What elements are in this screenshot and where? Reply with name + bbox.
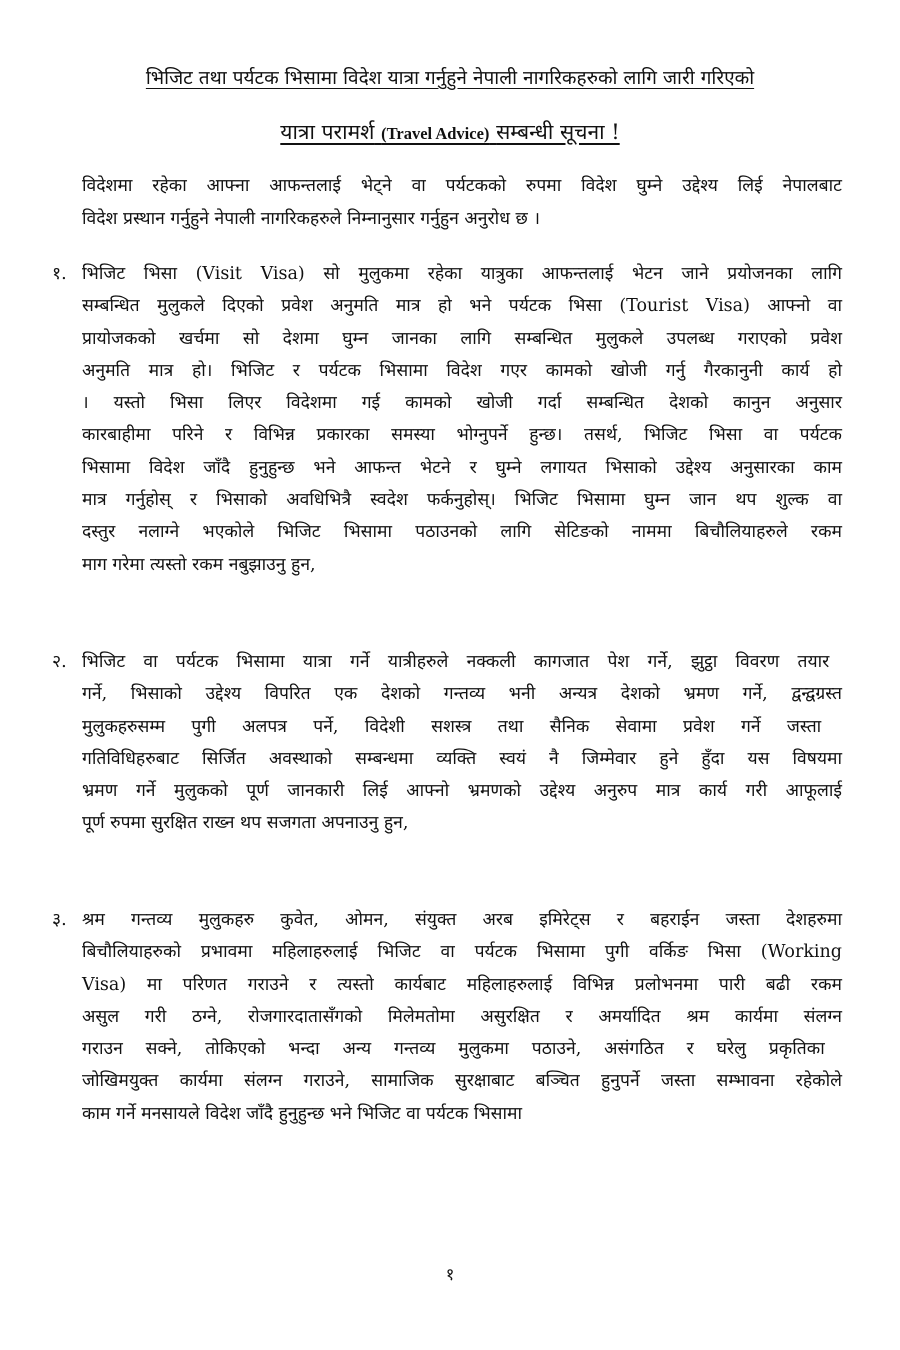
item-body [82,646,842,840]
item-body [82,258,842,581]
item-line: असुल गरी ठग्ने, रोजगारदातासँगको मिलेमतोमा असुरक्षित र अमर्यादित श्रम कार्यमा संलग्न [82,1006,842,1027]
item-line: प्रायोजकको खर्चमा सो देशमा घुम्न जानका लागि सम्बन्धित मुलुकले उपलब्ध गराएको प्रवेश [82,328,842,349]
intro-paragraph [82,170,842,236]
item-line: गर्ने, भिसाको उद्देश्य विपरित एक देशको गन्तव्य भनी अन्यत्र देशको भ्रमण गर्ने, द्वन्द्वग्रस्त [82,684,842,705]
intro-line: विदेश प्रस्थान गर्नुहुने नेपाली नागरिकहरुले निम्नानुसार गर्नुहुन अनुरोध छ । [82,209,540,229]
item-line: श्रम गन्तव्य मुलुकहरु कुवेत, ओमन, संयुक्त अरब इमिरेट्स र बहराईन जस्ता देशहरुमा [82,910,842,930]
subtitle-nepali-post: सम्बन्धी सूचना ! [496,120,620,144]
item-number: ३. [52,910,67,930]
item-line: गराउन सक्ने, तोकिएको भन्दा अन्य गन्तव्य मुलुकमा पठाउने, असंगठित र घरेलु प्रकृतिका [82,1039,825,1060]
item-line: अनुमति मात्र हो। भिजिट र पर्यटक भिसामा विदेश गएर कामको खोजी गर्नु गैरकानुनी कार्य हो [82,360,842,381]
item-line: मात्र गर्नुहोस् र भिसाको अवधिभित्रै स्वदेश फर्कनुहोस्। भिजिट भिसामा घुम्न जान थप शुल्क वा [82,490,842,511]
item-line: । यस्तो भिसा लिएर विदेशमा गई कामको खोजी गर्दा सम्बन्धित देशको कानुन अनुसार [82,393,842,414]
item-number: २. [52,652,67,672]
item-line: सम्बन्धित मुलुकले दिएको प्रवेश अनुमति मात्र हो भने पर्यटक भिसा (Tourist Visa) आफ्नो वा [82,296,842,317]
item-line: जोखिमयुक्त कार्यमा संलग्न गराउने, सामाजिक सुरक्षाबाट बञ्चित हुनुपर्ने जस्ता सम्भावना रहेकोले [82,1071,842,1092]
item-line: बिचौलियाहरुको प्रभावमा महिलाहरुलाई भिजिट वा पर्यटक भिसामा पुगी वर्किङ भिसा (Working [82,942,842,963]
subtitle-english: (Travel Advice) [381,124,490,143]
subtitle-nepali-pre: यात्रा परामर्श [280,120,375,144]
item-line: Visa) मा परिणत गराउने र त्यस्तो कार्यबाट महिलाहरुलाई विभिन्न प्रलोभनमा पारी बढी रकम [82,974,842,995]
item-line: भिसामा विदेश जाँदै हुनुहुन्छ भने आफन्त भेटने र घुम्ने लगायत भिसाको उद्देश्य अनुसारका काम [82,457,842,478]
item-line: भिजिट वा पर्यटक भिसामा यात्रा गर्ने यात्रीहरुले नक्कली कागजात पेश गर्ने, झुट्ठा विवरण तयार [82,652,830,672]
page-number: १ [445,1265,455,1285]
item-line: भिजिट भिसा (Visit Visa) सो मुलुकमा रहेका यात्रुका आफन्तलाई भेटन जाने प्रयोजनका लागि [82,264,842,284]
item-line: दस्तुर नलाग्ने भएकोले भिजिट भिसामा पठाउनको लागि सेटिङको नाममा बिचौलियाहरुले रकम [82,522,842,543]
item-line: पूर्ण रुपमा सुरक्षित राख्न थप सजगता अपनाउनु हुन, [82,813,409,834]
document-subtitle [60,118,840,146]
item-line: काम गर्ने मनसायले विदेश जाँदै हुनुहुन्छ भने भिजिट वा पर्यटक भिसामा [82,1103,523,1124]
item-number: १. [52,264,67,284]
intro-line: विदेशमा रहेका आफ्ना आफन्तलाई भेट्ने वा पर्यटकको रुपमा विदेश घुम्ने उद्देश्य लिई नेपालबाट [82,176,842,196]
item-line: गतिविधिहरुबाट सिर्जित अवस्थाको सम्बन्धमा व्यक्ति स्वयं नै जिम्मेवार हुने हुँदा यस विषयमा [82,748,842,769]
item-line: कारबाहीमा परिने र विभिन्न प्रकारका समस्या भोग्नुपर्ने हुन्छ। तसर्थ, भिजिट भिसा वा पर्यटक [82,425,842,446]
item-line: मुलुकहरुसम्म पुगी अलपत्र पर्ने, विदेशी सशस्त्र तथा सैनिक सेवामा प्रवेश गर्ने जस्ता [82,716,822,737]
item-body [82,904,842,1130]
document-title: भिजिट तथा पर्यटक भिसामा विदेश यात्रा गर्नुहुने नेपाली नागरिकहरुको लागि जारी गरिएको [145,67,755,89]
item-line: माग गरेमा त्यस्तो रकम नबुझाउनु हुन, [82,554,316,575]
item-line: भ्रमण गर्ने मुलुकको पूर्ण जानकारी लिई आफ्नो भ्रमणको उद्देश्य अनुरुप मात्र कार्य गरी आफूलाई [82,781,842,802]
